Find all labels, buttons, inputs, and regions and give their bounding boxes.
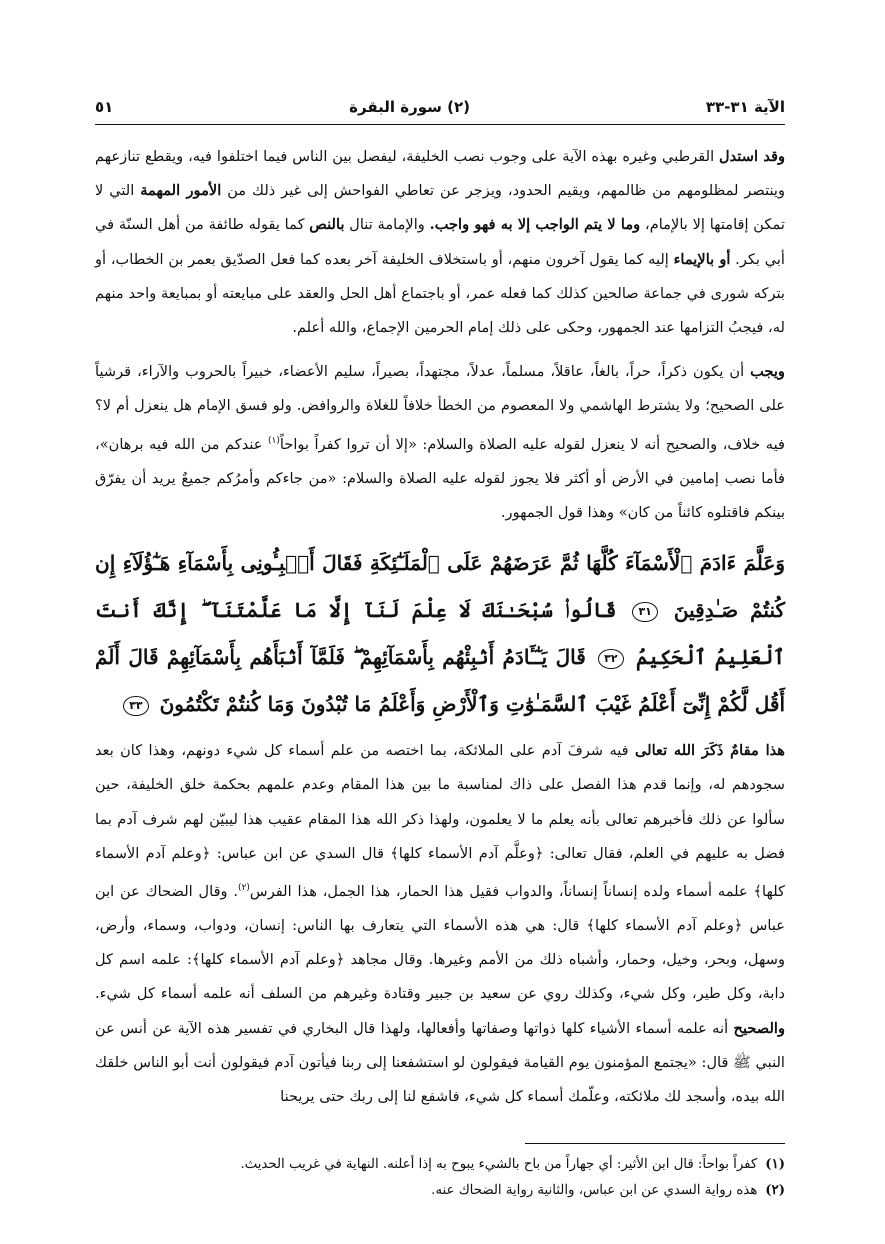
footnote-text: كفراً بواحاً: قال ابن الأثير: أي جهاراً من باح بالشيء يبوح به إذا أعلنه. النهاية في غريب الحديث. xyxy=(240,1157,758,1172)
lead-phrase: وقد استدل xyxy=(719,148,786,165)
lead-phrase: هذا مقامٌ ذَكَرَ الله تعالى xyxy=(634,742,785,760)
footnote-item xyxy=(95,1152,785,1178)
footnote-item xyxy=(95,1178,785,1204)
main-text xyxy=(95,140,785,1114)
paragraph-commentary: هذا مقامٌ ذَكَرَ الله تعالى فيه شرفَ آدم على الملائكة، بما اختصه من علم أسماء كل شيء دونهم، وهذا كان بعد سجودهم له، وإنما قدم هذا الفصل على ذاك لمناسبة ما بين هذا المقام وعدم علمهم بحكمة خلق الخليفة، حين سألوا عن ذلك فأخبرهم تعالى بأنه يعلم ما لا يعلمون، ولهذا ذكر الله هذا المقام عقيب هذا ليبيّن لهم شرف آدم بما فضل به عليهم في العلم، فقال تعالى: ﴿وعلَّم آدم الأسماء كلها﴾ قال السدي عن ابن عباس: ﴿وعلم آدم الأسماء كلها﴾ علمه أسماء ولده إنساناً إنساناً، والدواب فقيل هذا الحمار، هذا الجمل، هذا الفرس$^{(٢)}$. وقال الضحاك عن ابن عباس ﴿وعلم آدم الأسماء كلها﴾ قال: هي هذه الأسماء التي يتعارف بها الناس: إنسان، ودواب، وسماء، وأرض، وسهل، وبحر، وخيل، وحمار، وأشباه ذلك من الأمم وغيرها. وقال مجاهد ﴿وعلم آدم الأسماء كلها﴾: علمه اسم كل دابة، وكل طير، وكل شيء، وكذلك روي عن سعيد بن جبير وقتادة وغيرهم من السلف أنه علمه أسماء كل شيء. والصحيح أنه علمه أسماء الأشياء كلها ذواتها وصفاتها وأفعالها، ولهذا قال البخاري في تفسير هذه الآية عن أنس عن النبي ﷺ قال: «يجتمع المؤمنون يوم القيامة فيقولون لو استشفعنا إلى ربنا فيأتون آدم فيقولون أنت أبو الناس خلقك الله بيده، وأسجد لك ملائكته، وعلّمك أسماء كل شيء، فاشفع لنا إلى ربك حتى يريحنا xyxy=(95,742,785,1105)
paragraph-gap xyxy=(95,345,785,355)
verse-32-text: قَالُوا۟ سُبْحَـٰنَكَ لَا عِلْمَ لَنَآ إِلَّا مَا عَلَّمْتَنَآ ۖ إِنَّكَ أَنتَ ٱلْعَلِيمُ ٱلْحَكِيمُ xyxy=(95,598,786,670)
verse-range: الآية ٣١-٣٣ xyxy=(705,98,785,116)
footnote-number: (١) xyxy=(765,1157,785,1172)
footnote-text: هذه رواية السدي عن ابن عباس، والثانية رواية الضحاك عنه. xyxy=(431,1183,758,1198)
footnote-ref-2[interactable]: (٢) xyxy=(238,882,250,893)
surah-title: (٢) سورة البقرة xyxy=(349,98,471,116)
lead-phrase: ويجب xyxy=(750,363,785,381)
quran-verses xyxy=(95,540,785,728)
page-number: ٥١ xyxy=(95,98,114,116)
verse-33-text: قَالَ يَـٰٓـَٔادَمُ أَنۢبِئْهُم بِأَسْمَآئِهِمْ ۖ فَلَمَّآ أَنۢبَأَهُم بِأَسْمَآئِهِمْ قَالَ أَلَمْ أَقُل لَّكُمْ إِنِّىٓ أَعْلَمُ غَيْبَ ٱلسَّمَـٰوَٰتِ وَٱلْأَرْضِ وَأَعْلَمُ مَا تُبْدُونَ وَمَا كُنتُمْ تَكْتُمُونَ xyxy=(95,645,785,717)
paragraph-imamate: وقد استدل القرطبي وغيره بهذه الآية على وجوب نصب الخليفة، ليفصل بين الناس فيما اختلفوا فيه، ويقطع تنازعهم وينتصر لمظلومهم من ظالمهم، ويقيم الحدود، ويزجر عن تعاطي الفواحش إلى غير ذلك من الأمور المهمة التي لا تمكن إقامتها إلا بالإمام، وما لا يتم الواجب إلا به فهو واجب. والإمامة تنال بالنص كما يقوله طائفة من أهل السنّة في أبي بكر. أو بالإيماء إليه كما يقول آخرون منهم، أو باستخلاف الخليفة آخر بعده كما فعل الصدّيق بعمر بن الخطاب، أو بتركه شورى في جماعة صالحين كذلك كما فعله عمر، أو باجتماع أهل الحل والعقد على مبايعته أو بمبايعة واحد منهم له، فيجبُ التزامها عند الجمهور، وحكى على ذلك إمام الحرمين الإجماع، والله أعلم. xyxy=(95,148,786,337)
footnote-ref-1[interactable]: (١) xyxy=(268,435,280,446)
footnote-number: (٢) xyxy=(765,1183,785,1198)
verse-number-marker: ٣٣ xyxy=(123,696,148,716)
running-header xyxy=(95,90,785,124)
verse-number-marker: ٣٢ xyxy=(598,649,623,669)
paragraph-conditions: ويجب أن يكون ذكراً، حراً، بالغاً، عاقلاً، مسلماً، عدلاً، مجتهداً، بصيراً، سليم الأعضاء، خبيراً بالحروب والآراء، قرشياً على الصحيح؛ ولا يشترط الهاشمي ولا المعصوم من الخطأ خلافاً للغلاة والروافض. ولو فسق الإمام هل ينعزل أم لا؟ فيه خلاف، والصحيح أنه لا ينعزل لقوله عليه الصلاة والسلام: «إلا أن تروا كفراً بواحاً$^{(١)}$ عندكم من الله فيه برهان»، فأما نصب إمامين في الأرض أو أكثر فلا يجوز لقوله عليه الصلاة والسلام: «من جاءكم وأمرُكم جميعٌ يريد أن يفرّق بينكم فاقتلوه كائناً من كان» وهذا قول الجمهور. xyxy=(95,363,786,521)
verse-31-text: وَعَلَّمَ ءَادَمَ ٱلْأَسْمَآءَ كُلَّهَا ثُمَّ عَرَضَهُمْ عَلَى ٱلْمَلَـٰٓئِكَةِ فَقَالَ أَنۢبِـُٔونِى بِأَسْمَآءِ هَـٰٓؤُلَآءِ إِن كُنتُمْ صَـٰدِقِينَ xyxy=(95,551,786,623)
footnotes xyxy=(95,1152,785,1204)
header-rule xyxy=(95,124,785,125)
footnote-separator xyxy=(525,1143,785,1144)
verse-number-marker: ٣١ xyxy=(632,602,657,622)
